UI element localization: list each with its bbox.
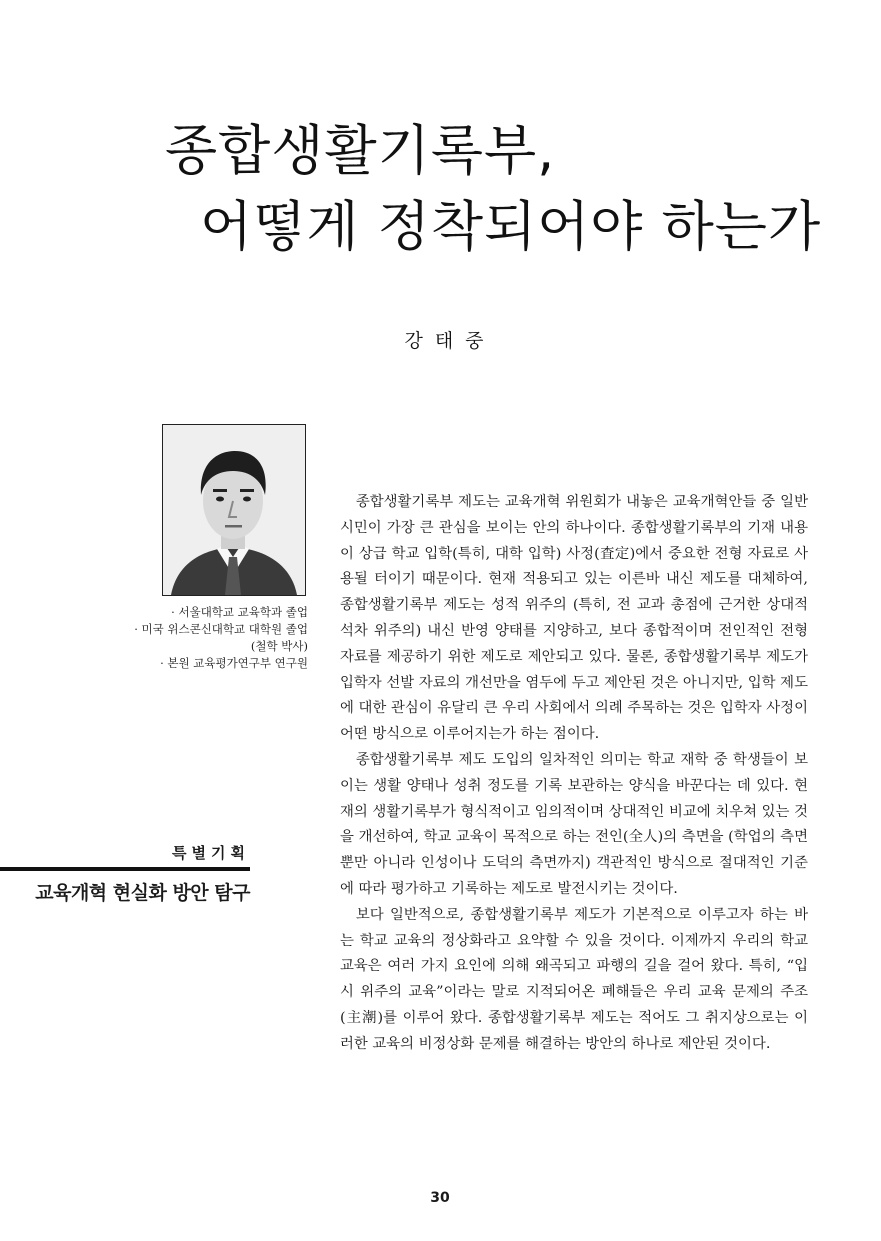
- special-feature-divider: [0, 867, 250, 871]
- author-photo: [162, 424, 306, 596]
- bio-line: · 서울대학교 교육학과 졸업: [171, 605, 308, 619]
- article-title-line-2: 어떻게 정착되어야 하는가: [200, 195, 822, 258]
- article-body: [340, 490, 808, 1058]
- author-bio: [40, 604, 308, 672]
- bio-line: (철학 박사): [250, 639, 308, 653]
- author-name: 강태중: [404, 330, 496, 352]
- author-portrait-illustration: [163, 425, 305, 595]
- body-paragraph: 보다 일반적으로, 종합생활기록부 제도가 기본적으로 이루고자 하는 바는 학교 교육의 정상화라고 요약할 수 있을 것이다. 이제까지 우리의 학교 교육은 여러 가지 요인에 의해 왜곡되고 파행의 길을 걸어 왔다. 특히, “입시 위주의 교육”이라는 말로 지적되어온 폐해들은 우리 교육 문제의 주조(主潮)를 이루어 왔다. 종합생활기록부 제도는 적어도 그 취지상으로는 이러한 교육의 비정상화 문제를 해결하는 방안의 하나로 제안된 것이다.: [340, 906, 808, 1052]
- body-paragraph: 종합생활기록부 제도 도입의 일차적인 의미는 학교 재학 중 학생들이 보이는 생활 양태나 성취 정도를 기록 보관하는 양식을 바꾼다는 데 있다. 현재의 생활기록부가 형식적이고 임의적이며 상대적인 비교에 치우쳐 있는 것을 개선하여, 학교 교육이 목적으로 하는 전인(全人)의 측면을 (학업의 측면뿐만 아니라 인성이나 도덕의 측면까지) 객관적인 방식으로 절대적인 기준에 따라 평가하고 기록하는 제도로 발전시키는 것이다.: [340, 751, 808, 897]
- special-feature-label: 특별기획: [172, 844, 250, 862]
- bio-line: · 본원 교육평가연구부 연구원: [160, 656, 308, 670]
- page-number: 30: [430, 1190, 450, 1206]
- bio-line: · 미국 위스콘신대학교 대학원 졸업: [134, 622, 308, 636]
- special-feature-subtitle: 교육개혁 현실화 방안 탐구: [35, 882, 250, 904]
- body-paragraph: 종합생활기록부 제도는 교육개혁 위원회가 내놓은 교육개혁안들 중 일반 시민이 가장 큰 관심을 보이는 안의 하나이다. 종합생활기록부의 기재 내용이 상급 학교 입학(특히, 대학 입학) 사정(査定)에서 중요한 전형 자료로 사용될 터이기 때문이다. 현재 적용되고 있는 이른바 내신 제도를 대체하여, 종합생활기록부 제도는 성적 위주의 (특히, 전 교과 총점에 근거한 상대적 석차 위주의) 내신 반영 양태를 지양하고, 보다 종합적이며 전인적인 전형 자료를 제공하기 위한 제도로 제안되고 있다. 물론, 종합생활기록부 제도가 입학자 선발 자료의 개선만을 염두에 두고 제안된 것은 아니지만, 입학 제도에 대한 관심이 유달리 큰 우리 사회에서 의례 주목하는 것은 입학자 사정이 어떤 방식으로 이루어지는가 하는 점이다.: [340, 494, 808, 743]
- article-title-line-1: 종합생활기록부,: [165, 119, 556, 182]
